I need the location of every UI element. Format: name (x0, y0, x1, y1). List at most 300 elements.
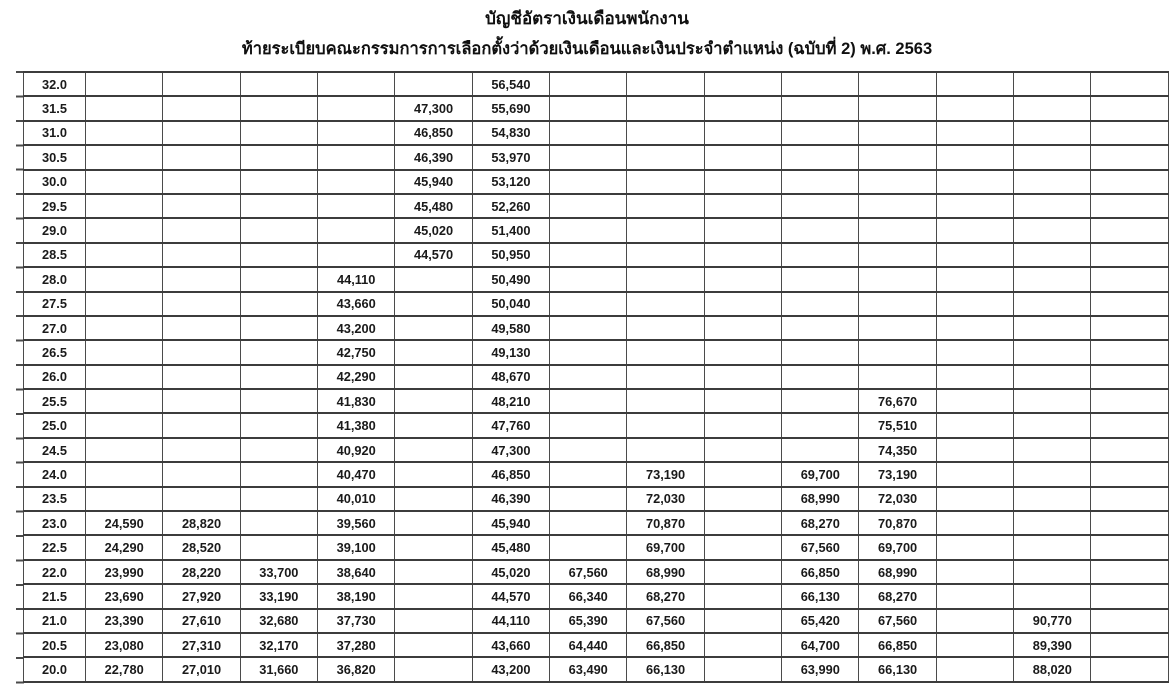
salary-cell (550, 462, 627, 486)
salary-cell (550, 72, 627, 96)
salary-cell: 53,120 (472, 170, 549, 194)
step-cell: 22.5 (24, 535, 86, 559)
salary-cell (395, 511, 472, 535)
salary-cell: 43,200 (472, 657, 549, 681)
salary-cell (782, 267, 859, 291)
salary-cell: 66,340 (550, 584, 627, 608)
salary-cell (936, 462, 1013, 486)
step-cell: 28.5 (24, 243, 86, 267)
salary-cell (86, 413, 163, 437)
salary-cell (240, 267, 317, 291)
salary-cell (240, 96, 317, 120)
salary-cell (550, 267, 627, 291)
salary-cell (782, 145, 859, 169)
salary-cell: 23,690 (86, 584, 163, 608)
step-cell: 23.0 (24, 511, 86, 535)
salary-cell (163, 462, 240, 486)
salary-cell (163, 487, 240, 511)
salary-cell (627, 438, 704, 462)
salary-cell (936, 560, 1013, 584)
salary-cell: 36,820 (318, 657, 395, 681)
salary-cell (936, 389, 1013, 413)
step-cell: 30.5 (24, 145, 86, 169)
salary-cell: 45,480 (472, 535, 549, 559)
salary-cell (395, 340, 472, 364)
salary-cell (782, 72, 859, 96)
salary-cell: 53,970 (472, 145, 549, 169)
salary-cell: 27,920 (163, 584, 240, 608)
salary-cell (240, 389, 317, 413)
salary-cell (704, 218, 781, 242)
salary-cell: 64,700 (782, 633, 859, 657)
salary-cell: 27,310 (163, 633, 240, 657)
salary-cell (1014, 96, 1091, 120)
salary-cell (86, 145, 163, 169)
salary-cell (240, 438, 317, 462)
salary-cell (550, 389, 627, 413)
salary-cell: 22,780 (86, 657, 163, 681)
salary-cell (782, 96, 859, 120)
salary-cell: 27,010 (163, 657, 240, 681)
salary-cell: 43,200 (318, 316, 395, 340)
salary-cell: 46,390 (472, 487, 549, 511)
salary-cell: 65,420 (782, 609, 859, 633)
salary-cell (550, 438, 627, 462)
table-row (24, 170, 1169, 194)
salary-cell (936, 145, 1013, 169)
salary-cell: 88,020 (1014, 657, 1091, 681)
salary-cell (550, 316, 627, 340)
salary-cell (550, 535, 627, 559)
salary-cell (704, 121, 781, 145)
step-cell: 24.5 (24, 438, 86, 462)
salary-cell: 28,520 (163, 535, 240, 559)
table-row (24, 438, 1169, 462)
salary-cell (395, 267, 472, 291)
salary-cell (86, 487, 163, 511)
salary-cell: 69,700 (782, 462, 859, 486)
salary-cell (1014, 413, 1091, 437)
salary-cell: 47,300 (395, 96, 472, 120)
step-cell: 28.0 (24, 267, 86, 291)
salary-cell (782, 121, 859, 145)
table-row (24, 487, 1169, 511)
salary-cell (86, 365, 163, 389)
salary-cell: 73,190 (859, 462, 936, 486)
table-row (24, 145, 1169, 169)
salary-cell (859, 96, 936, 120)
salary-cell (318, 121, 395, 145)
salary-cell: 41,830 (318, 389, 395, 413)
salary-cell (704, 389, 781, 413)
salary-cell (1091, 218, 1168, 242)
salary-cell (240, 487, 317, 511)
salary-cell (627, 365, 704, 389)
salary-cell: 67,560 (859, 609, 936, 633)
salary-cell (704, 292, 781, 316)
salary-cell (704, 560, 781, 584)
salary-cell (1014, 365, 1091, 389)
salary-cell (1014, 340, 1091, 364)
salary-cell (1091, 267, 1168, 291)
salary-cell (936, 316, 1013, 340)
salary-cell: 46,850 (472, 462, 549, 486)
salary-cell (1014, 170, 1091, 194)
salary-cell (550, 340, 627, 364)
salary-cell (704, 243, 781, 267)
salary-cell (1091, 511, 1168, 535)
salary-cell: 72,030 (627, 487, 704, 511)
salary-cell: 24,290 (86, 535, 163, 559)
salary-cell: 28,820 (163, 511, 240, 535)
salary-cell (936, 292, 1013, 316)
table-row (24, 72, 1169, 96)
salary-cell (163, 389, 240, 413)
salary-cell (627, 72, 704, 96)
salary-cell (163, 267, 240, 291)
salary-cell (704, 72, 781, 96)
table-row (24, 413, 1169, 437)
salary-cell (86, 389, 163, 413)
salary-cell (1091, 365, 1168, 389)
salary-cell: 48,670 (472, 365, 549, 389)
salary-cell (1014, 194, 1091, 218)
salary-cell (859, 121, 936, 145)
salary-cell (86, 121, 163, 145)
salary-cell (550, 145, 627, 169)
salary-cell (1014, 72, 1091, 96)
salary-cell: 50,950 (472, 243, 549, 267)
salary-cell (782, 365, 859, 389)
salary-cell: 72,030 (859, 487, 936, 511)
salary-cell (627, 121, 704, 145)
salary-cell (550, 292, 627, 316)
salary-cell: 39,100 (318, 535, 395, 559)
salary-cell (550, 413, 627, 437)
salary-cell (704, 584, 781, 608)
salary-cell (627, 194, 704, 218)
salary-cell (240, 243, 317, 267)
salary-cell: 68,270 (782, 511, 859, 535)
salary-cell: 55,690 (472, 96, 549, 120)
salary-cell (1014, 121, 1091, 145)
salary-cell: 37,730 (318, 609, 395, 633)
salary-cell (1091, 560, 1168, 584)
salary-cell (627, 96, 704, 120)
salary-cell (240, 340, 317, 364)
salary-cell (240, 194, 317, 218)
salary-cell (395, 560, 472, 584)
salary-cell: 67,560 (782, 535, 859, 559)
table-row (24, 511, 1169, 535)
salary-cell (936, 633, 1013, 657)
salary-cell: 48,210 (472, 389, 549, 413)
salary-cell (395, 365, 472, 389)
salary-cell (1014, 316, 1091, 340)
salary-cell (859, 243, 936, 267)
salary-cell (782, 340, 859, 364)
salary-cell (550, 365, 627, 389)
salary-cell: 68,270 (859, 584, 936, 608)
salary-cell (395, 316, 472, 340)
salary-cell (318, 72, 395, 96)
salary-cell: 23,390 (86, 609, 163, 633)
salary-cell (704, 267, 781, 291)
salary-cell (936, 243, 1013, 267)
salary-cell (163, 96, 240, 120)
salary-cell (1014, 438, 1091, 462)
salary-cell: 44,110 (472, 609, 549, 633)
salary-cell (859, 267, 936, 291)
salary-cell: 40,010 (318, 487, 395, 511)
step-cell: 29.5 (24, 194, 86, 218)
salary-cell (1091, 438, 1168, 462)
salary-cell (627, 389, 704, 413)
step-cell: 23.5 (24, 487, 86, 511)
salary-cell (86, 438, 163, 462)
salary-cell (859, 316, 936, 340)
salary-cell (704, 145, 781, 169)
salary-cell (395, 657, 472, 681)
salary-cell: 50,040 (472, 292, 549, 316)
salary-cell: 40,470 (318, 462, 395, 486)
salary-cell: 49,580 (472, 316, 549, 340)
salary-cell (318, 96, 395, 120)
salary-cell: 64,440 (550, 633, 627, 657)
salary-cell (550, 218, 627, 242)
salary-cell: 66,850 (782, 560, 859, 584)
salary-cell: 68,990 (627, 560, 704, 584)
step-cell: 26.5 (24, 340, 86, 364)
step-cell: 25.5 (24, 389, 86, 413)
salary-cell: 42,290 (318, 365, 395, 389)
table-row (24, 340, 1169, 364)
salary-cell: 45,940 (472, 511, 549, 535)
salary-cell: 28,220 (163, 560, 240, 584)
salary-cell (1014, 243, 1091, 267)
salary-cell (395, 72, 472, 96)
table-row (24, 218, 1169, 242)
step-cell: 31.5 (24, 96, 86, 120)
salary-cell (704, 535, 781, 559)
salary-cell (704, 413, 781, 437)
salary-cell (1091, 72, 1168, 96)
salary-cell (86, 292, 163, 316)
salary-cell (782, 243, 859, 267)
salary-cell (936, 657, 1013, 681)
salary-cell (86, 316, 163, 340)
salary-cell (86, 218, 163, 242)
salary-cell (1014, 560, 1091, 584)
salary-cell (318, 218, 395, 242)
table-row (24, 584, 1169, 608)
salary-cell (859, 340, 936, 364)
salary-cell (936, 96, 1013, 120)
salary-cell (550, 487, 627, 511)
salary-cell (782, 389, 859, 413)
salary-cell (627, 243, 704, 267)
salary-cell (86, 267, 163, 291)
salary-cell: 32,680 (240, 609, 317, 633)
salary-cell (1014, 292, 1091, 316)
salary-cell (1091, 194, 1168, 218)
salary-cell (240, 170, 317, 194)
salary-cell (627, 218, 704, 242)
salary-cell: 51,400 (472, 218, 549, 242)
salary-cell (395, 609, 472, 633)
salary-cell: 43,660 (318, 292, 395, 316)
salary-cell (859, 365, 936, 389)
salary-cell: 90,770 (1014, 609, 1091, 633)
salary-cell (163, 316, 240, 340)
salary-cell (550, 243, 627, 267)
step-cell: 20.5 (24, 633, 86, 657)
salary-cell: 75,510 (859, 413, 936, 437)
salary-cell (1014, 487, 1091, 511)
salary-cell: 47,760 (472, 413, 549, 437)
salary-cell (1091, 389, 1168, 413)
salary-cell (86, 340, 163, 364)
salary-cell: 76,670 (859, 389, 936, 413)
table-row (24, 316, 1169, 340)
salary-cell: 45,020 (395, 218, 472, 242)
table-row (24, 389, 1169, 413)
salary-cell (704, 657, 781, 681)
salary-cell (782, 438, 859, 462)
salary-cell: 45,480 (395, 194, 472, 218)
salary-cell (704, 487, 781, 511)
salary-cell (395, 462, 472, 486)
salary-cell (1091, 292, 1168, 316)
step-cell: 32.0 (24, 72, 86, 96)
table-row (24, 633, 1169, 657)
table-row (24, 535, 1169, 559)
salary-cell (936, 170, 1013, 194)
salary-cell (163, 292, 240, 316)
salary-cell (550, 96, 627, 120)
salary-cell: 66,850 (627, 633, 704, 657)
salary-cell (395, 292, 472, 316)
salary-cell (86, 462, 163, 486)
salary-cell (859, 170, 936, 194)
salary-cell (859, 72, 936, 96)
table-row (24, 292, 1169, 316)
salary-cell (1014, 267, 1091, 291)
salary-cell: 40,920 (318, 438, 395, 462)
salary-cell: 69,700 (627, 535, 704, 559)
salary-cell (1091, 243, 1168, 267)
salary-cell (1014, 535, 1091, 559)
salary-cell (627, 170, 704, 194)
salary-cell: 68,990 (782, 487, 859, 511)
salary-cell (240, 365, 317, 389)
salary-cell (704, 340, 781, 364)
salary-cell (1091, 535, 1168, 559)
salary-cell: 31,660 (240, 657, 317, 681)
salary-cell (627, 267, 704, 291)
salary-cell (318, 145, 395, 169)
salary-cell: 56,540 (472, 72, 549, 96)
table-row (24, 194, 1169, 218)
salary-cell: 41,380 (318, 413, 395, 437)
salary-cell (395, 413, 472, 437)
salary-cell (395, 438, 472, 462)
salary-cell (782, 194, 859, 218)
salary-cell: 24,590 (86, 511, 163, 535)
salary-table (23, 71, 1169, 683)
salary-cell: 52,260 (472, 194, 549, 218)
salary-cell: 49,130 (472, 340, 549, 364)
salary-cell (1091, 609, 1168, 633)
salary-cell (550, 511, 627, 535)
salary-cell (859, 194, 936, 218)
salary-cell: 66,130 (859, 657, 936, 681)
salary-cell (782, 170, 859, 194)
salary-cell: 44,570 (472, 584, 549, 608)
salary-cell (86, 72, 163, 96)
salary-cell (1014, 145, 1091, 169)
salary-cell: 44,570 (395, 243, 472, 267)
salary-cell (240, 316, 317, 340)
salary-cell: 66,850 (859, 633, 936, 657)
salary-cell (240, 145, 317, 169)
salary-cell (782, 316, 859, 340)
salary-cell (936, 121, 1013, 145)
salary-cell (163, 243, 240, 267)
salary-cell (1091, 413, 1168, 437)
salary-cell (704, 462, 781, 486)
salary-cell: 47,300 (472, 438, 549, 462)
salary-cell (240, 121, 317, 145)
salary-cell: 43,660 (472, 633, 549, 657)
salary-cell (1091, 462, 1168, 486)
salary-cell (86, 170, 163, 194)
table-row (24, 657, 1169, 681)
salary-cell (936, 438, 1013, 462)
salary-cell: 50,490 (472, 267, 549, 291)
step-cell: 26.0 (24, 365, 86, 389)
step-cell: 21.5 (24, 584, 86, 608)
salary-cell (936, 584, 1013, 608)
salary-cell (1091, 340, 1168, 364)
step-cell: 29.0 (24, 218, 86, 242)
salary-cell (627, 145, 704, 169)
salary-cell (395, 633, 472, 657)
salary-cell (86, 194, 163, 218)
step-cell: 27.5 (24, 292, 86, 316)
salary-cell (163, 218, 240, 242)
salary-cell (1014, 511, 1091, 535)
salary-cell (550, 170, 627, 194)
salary-cell: 39,560 (318, 511, 395, 535)
step-cell: 27.0 (24, 316, 86, 340)
salary-cell: 89,390 (1014, 633, 1091, 657)
salary-cell (318, 194, 395, 218)
document-header (0, 6, 1174, 62)
salary-cell (936, 535, 1013, 559)
salary-cell (704, 316, 781, 340)
salary-cell (86, 243, 163, 267)
salary-cell: 73,190 (627, 462, 704, 486)
salary-cell: 67,560 (627, 609, 704, 633)
salary-cell (782, 413, 859, 437)
salary-cell (550, 194, 627, 218)
salary-cell (163, 121, 240, 145)
salary-cell (1091, 121, 1168, 145)
salary-cell (627, 316, 704, 340)
salary-cell: 37,280 (318, 633, 395, 657)
salary-cell: 38,640 (318, 560, 395, 584)
